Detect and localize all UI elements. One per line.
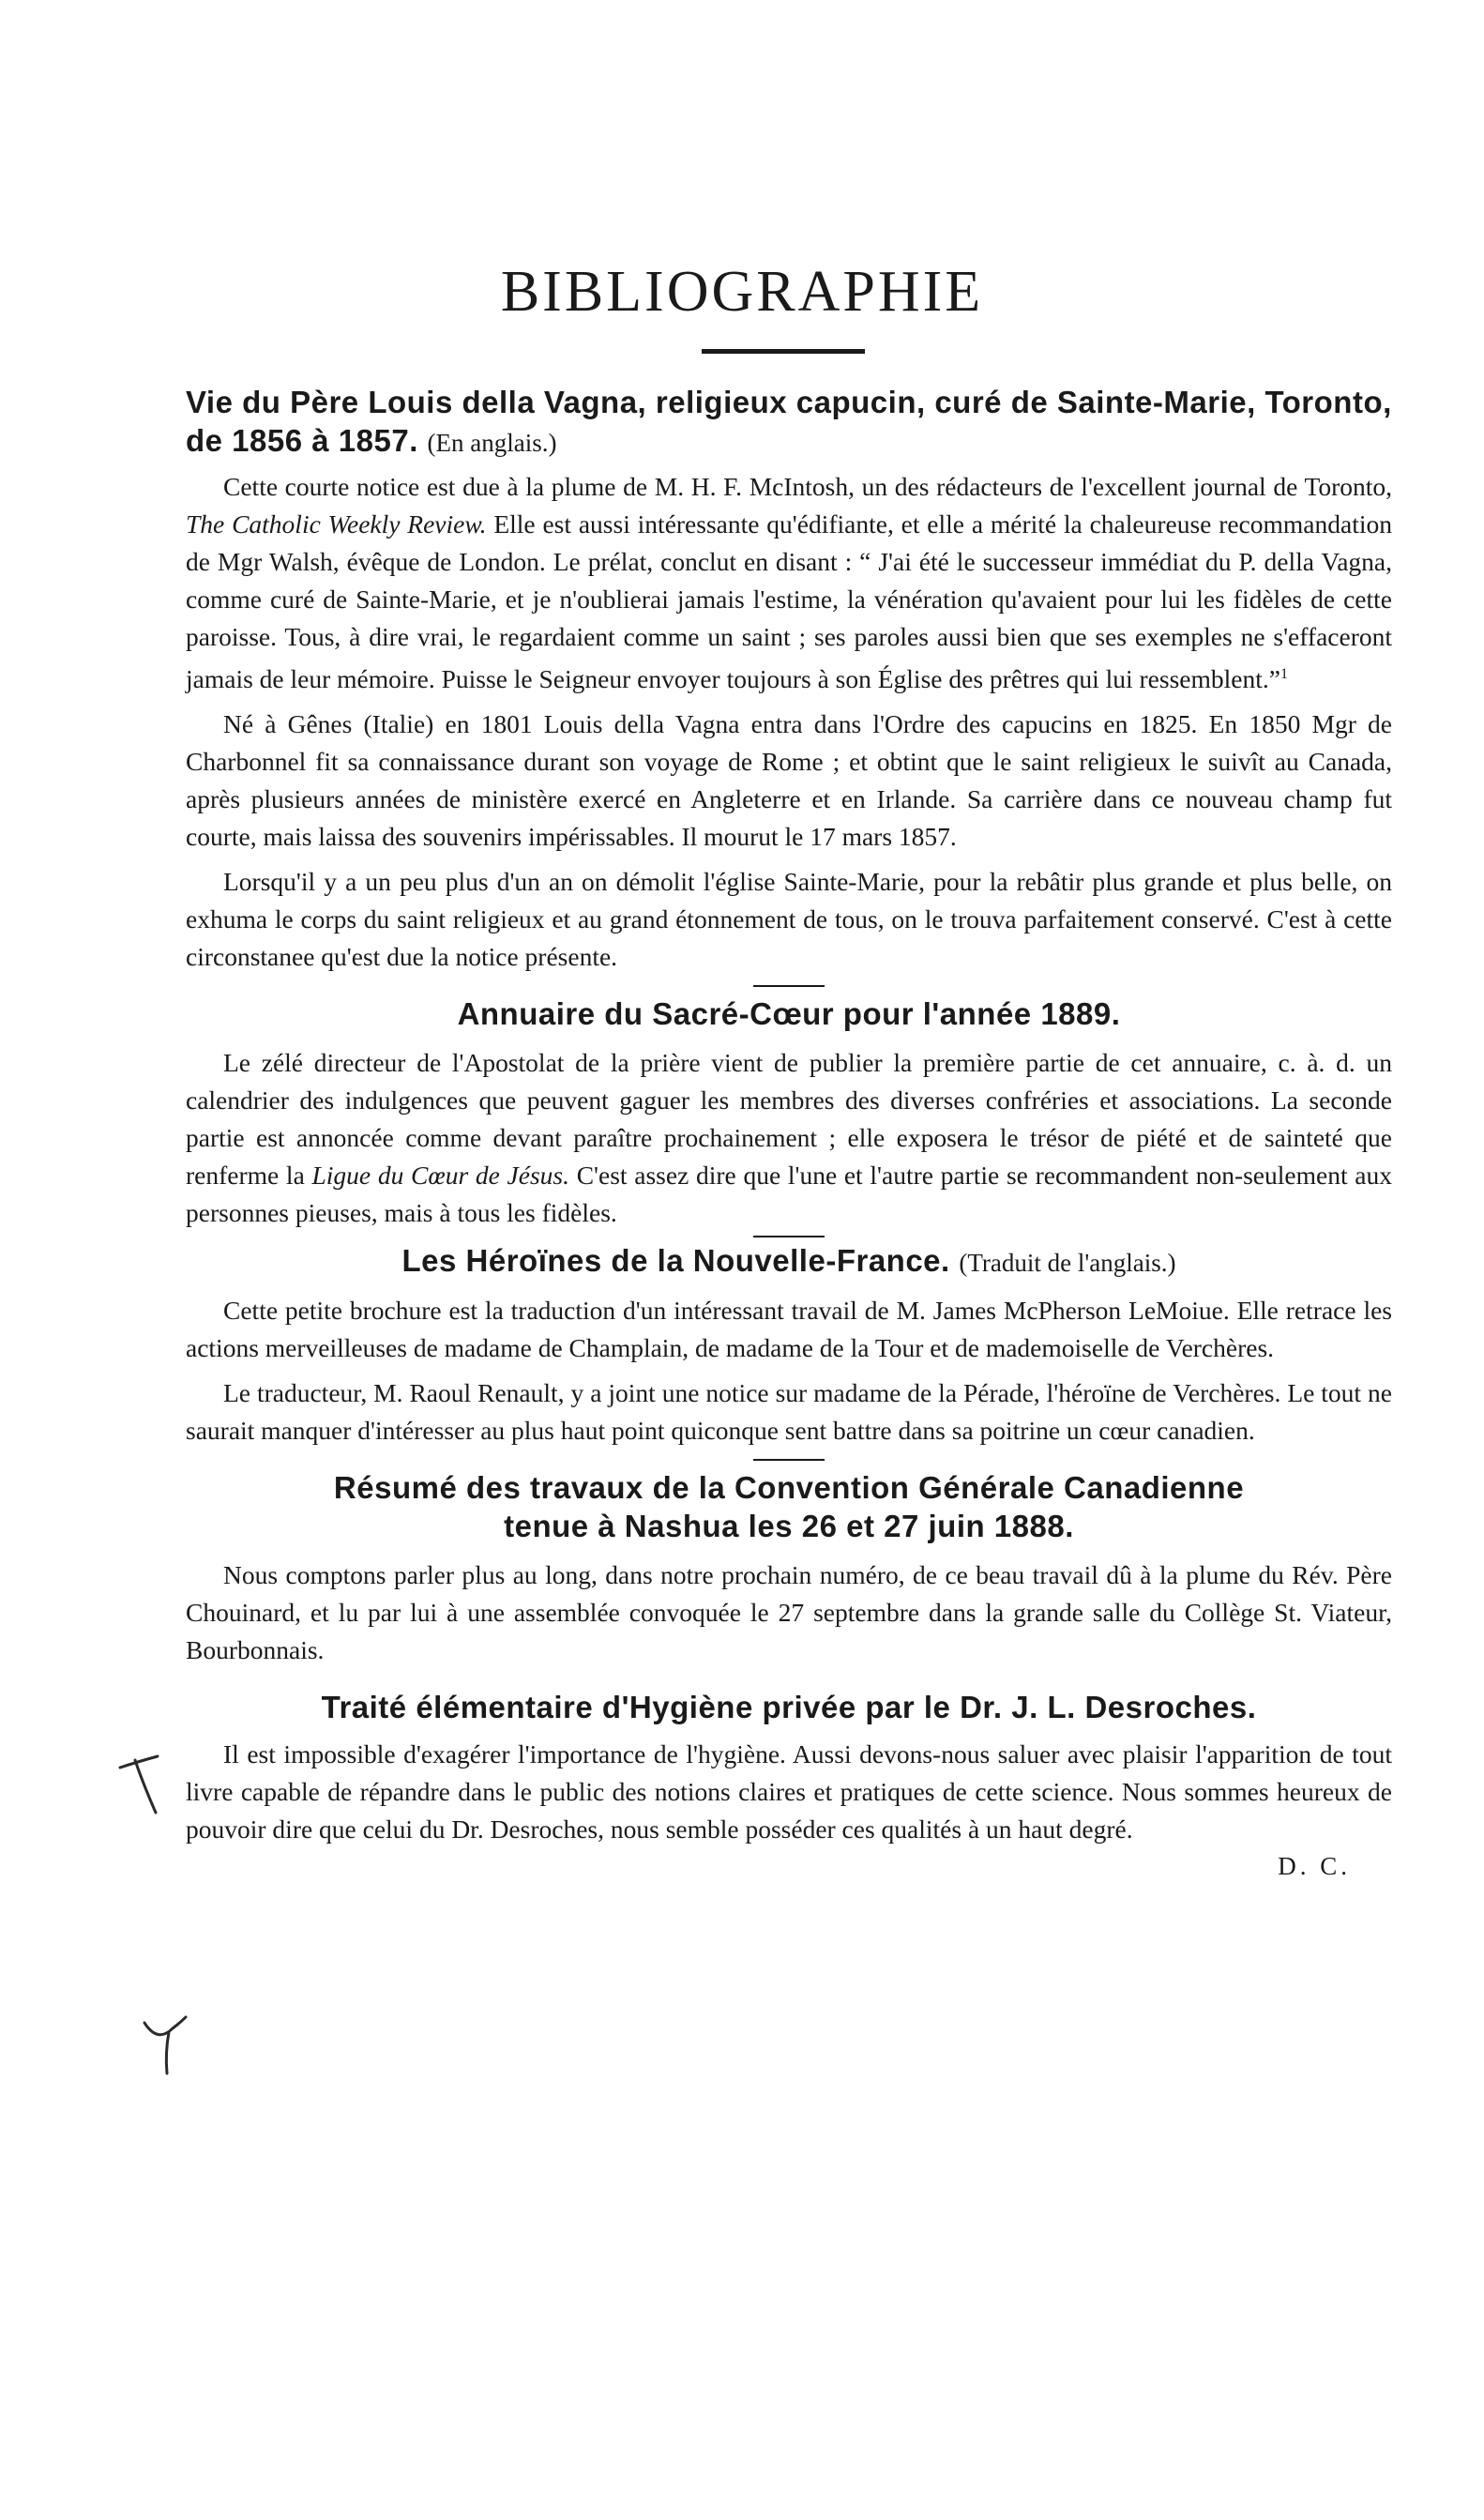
article-heroines	[186, 1241, 1392, 1450]
section-separator	[753, 1236, 825, 1237]
article-heading: Annuaire du Sacré-Cœur pour l'année 1889.	[457, 996, 1121, 1032]
author-signature: D. C.	[1278, 1852, 1351, 1881]
paragraph-text: Elle est aussi intéressante qu'édifiante, et elle a mérité la chaleureuse recommandation de Mgr Walsh, évêque de London. Le prélat, conclut en disant : “ J'ai été le successeur immédiat du P. della Vagna, comme curé de Sainte-Marie, et je n'oublierai jamais l'estime, la vénération qu'avaient pour lui les fidèles de cette paroisse. Tous, à dire vrai, le regardaient comme un saint ; ses paroles aussi bien que ses exemples ne s'effaceront jamais de leur mémoire. Puisse le Seigneur envoyer toujours à son Église des prêtres qui lui ressemblent.”	[186, 509, 1392, 694]
article-heading-text: Les Héroïnes de la Nouvelle-France.	[401, 1243, 950, 1279]
italic-title: Ligue du Cœur de Jésus.	[311, 1161, 569, 1191]
article-paragraph: Né à Gênes (Italie) en 1801 Louis della Vagna entra dans l'Ordre des capucins en 1825. En 1850 Mgr de Charbonnel fit sa connaissance durant son voyage de Rome ; et obtint que le saint religieux le suivît au Canada, après plusieurs années de ministère exercé en Angleterre et en Irlande. Sa carrière dans ce nouveau champ fut courte, mais laissa des souvenirs impérissables. Il mourut le 17 mars 1857.	[186, 709, 1392, 852]
handwritten-x-mark-icon	[114, 1754, 169, 1816]
paragraph-text: Cette courte notice est due à la plume de M. H. F. McIntosh, un des rédacteurs de l'excellent journal de Toronto,	[223, 472, 1392, 501]
section-separator	[753, 985, 825, 987]
bibliography-content	[186, 383, 1392, 1881]
article-convention	[186, 1468, 1392, 1669]
article-annuaire	[186, 994, 1392, 1232]
article-paragraph: Il est impossible d'exagérer l'importance de l'hygiène. Aussi devons-nous saluer avec plaisir l'apparition de tout livre capable de répandre dans le public des notions claires et pratiques de cette science. Nous sommes heureux de pouvoir dire que celui du Dr. Desroches, nous semble posséder ces qualités à un haut degré.	[186, 1739, 1392, 1844]
title-rule	[702, 349, 865, 354]
article-heading-text: Vie du Père Louis della Vagna, religieux capucin, curé de Sainte-Marie, Toronto, de 1856 à 1857.	[186, 385, 1392, 458]
article-heading-note: (En anglais.)	[427, 429, 557, 457]
article-heading-note: (Traduit de l'anglais.)	[959, 1249, 1176, 1278]
article-paragraph: Lorsqu'il y a un peu plus d'un an on démolit l'église Sainte-Marie, pour la rebâtir plus grande et plus belle, on exhuma le corps du saint religieux et au grand étonnement de tous, on le trouva parfaitement conservé. C'est à cette circonstanee qu'est due la notice présente.	[186, 867, 1392, 972]
article-della-vagna	[186, 383, 1392, 976]
article-heading	[186, 383, 1392, 463]
journal-title: The Catholic Weekly Review.	[186, 509, 487, 539]
article-paragraph	[186, 1044, 1392, 1232]
article-heading: Traité élémentaire d'Hygiène privée par le Dr. J. L. Desroches.	[321, 1690, 1257, 1725]
section-separator	[753, 1459, 825, 1461]
article-hygiene	[186, 1688, 1392, 1881]
article-paragraph: Cette petite brochure est la traduction d'un intéressant travail de M. James McPherson LeMoiue. Elle retrace les actions merveilleuses de madame de Champlain, de madame de la Tour et de mademoiselle de Verchères.	[186, 1296, 1392, 1363]
page-title: BIBLIOGRAPHIE	[500, 260, 984, 324]
article-heading: Résumé des travaux de la Convention Générale Canadienne tenue à Nashua les 26 et 27 juin 1888.	[333, 1470, 1245, 1544]
article-paragraph: Nous comptons parler plus au long, dans notre prochain numéro, de ce beau travail dû à la plume du Rév. Père Chouinard, et lu par lui à une assemblée convoquée le 27 septembre dans la grande salle du Collège St. Viateur, Bourbonnais.	[186, 1560, 1392, 1665]
handwritten-x-mark-icon	[141, 2015, 189, 2075]
footnote-mark: 1	[1280, 666, 1288, 682]
article-paragraph	[186, 468, 1392, 698]
article-heading	[186, 1241, 1392, 1283]
article-paragraph: Le traducteur, M. Raoul Renault, y a joint une notice sur madame de la Pérade, l'héroïne de Verchères. Le tout ne saurait manquer d'intéresser au plus haut point quiconque sent battre dans sa poitrine un cœur canadien.	[186, 1378, 1392, 1446]
paragraph-text: C'est assez dire que l'une et l'autre partie se recommandent non-seulement aux personnes pieuses, mais à tous les fidèles.	[186, 1161, 1393, 1228]
paragraph-text: Le zélé directeur de l'Apostolat de la prière vient de publier la première partie de cet annuaire, c. à. d. un calendrier des indulgences que peuvent gaguer les membres des diverses confréries et associations. La seconde partie est annoncée comme devant paraître prochainement ; elle exposera le trésor de piété et de sainteté que renferme la	[186, 1048, 1392, 1191]
